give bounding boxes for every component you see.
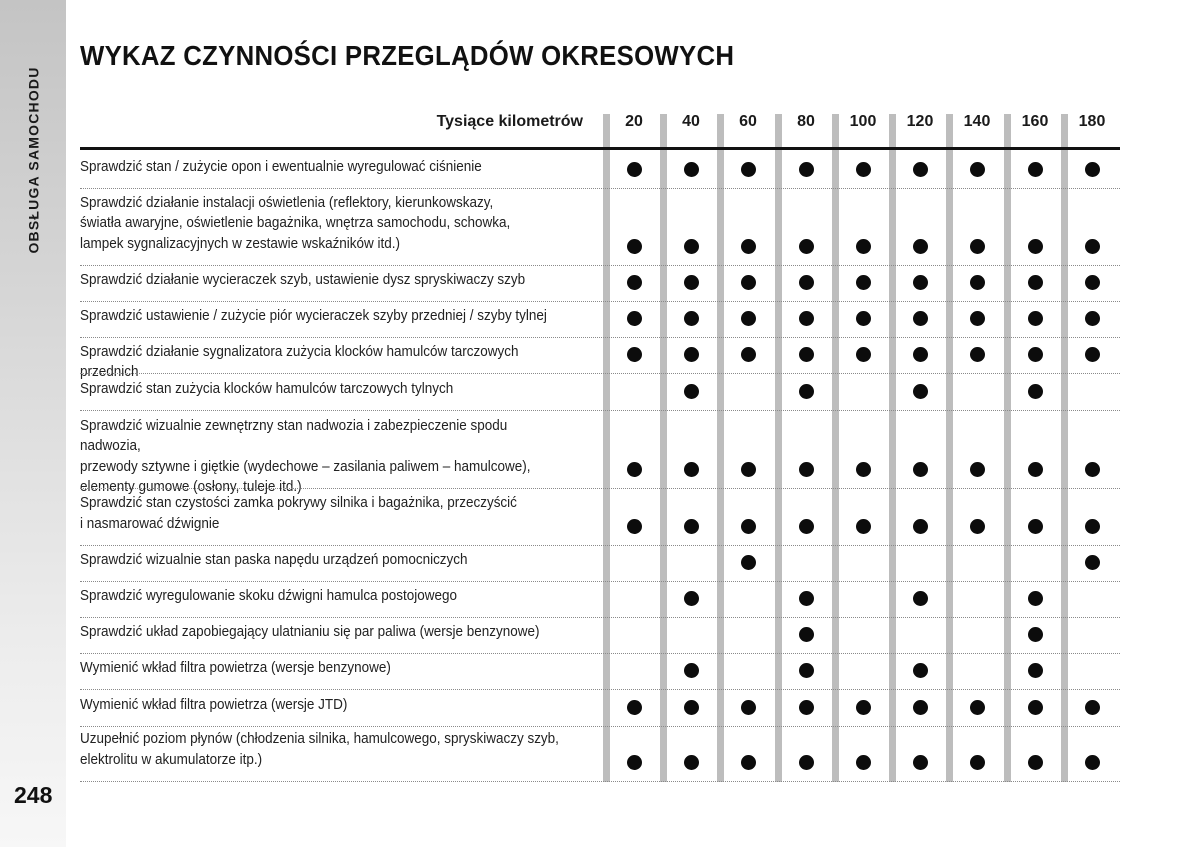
service-mark-dot [799, 663, 814, 678]
service-mark-dot [1028, 275, 1043, 290]
service-mark-dot [799, 627, 814, 642]
service-mark-dot [627, 275, 642, 290]
row-separator [80, 488, 1120, 489]
service-mark-dot [684, 384, 699, 399]
service-mark-dot [1028, 627, 1043, 642]
service-mark-dot [627, 239, 642, 254]
service-mark-dot [1028, 519, 1043, 534]
service-mark-dot [684, 239, 699, 254]
column-stripe [775, 114, 782, 782]
page-number: 248 [14, 782, 53, 808]
service-mark-dot [970, 462, 985, 477]
service-mark-dot [627, 519, 642, 534]
header-rule [80, 147, 1120, 150]
table-row-description: Uzupełnić poziom płynów (chłodzenia silnika, hamulcowego, spryskiwaczy szyb, elektrolitu w akumulatorze itp.) [80, 731, 559, 768]
service-mark-dot [799, 462, 814, 477]
service-mark-dot [741, 519, 756, 534]
service-mark-dot [970, 519, 985, 534]
service-mark-dot [1028, 700, 1043, 715]
table-row-description: Sprawdzić wizualnie zewnętrzny stan nadwozia i zabezpieczenie spodu nadwozia, przewody sztywne i giętkie (wydechowe – zasilania paliwem – hamulcowe), elementy gumowe (osłony, tuleje itd.) [80, 417, 531, 495]
table-row-description: Sprawdzić stan zużycia klocków hamulców tarczowych tylnych [80, 380, 454, 397]
service-mark-dot [627, 311, 642, 326]
table-row-description: Wymienić wkład filtra powietrza (wersje benzynowe) [80, 659, 391, 676]
row-separator [80, 301, 1120, 302]
service-mark-dot [684, 462, 699, 477]
service-mark-dot [1028, 239, 1043, 254]
service-mark-dot [741, 162, 756, 177]
km-column-header: 60 [739, 113, 757, 130]
service-mark-dot [741, 311, 756, 326]
service-mark-dot [856, 700, 871, 715]
row-separator [80, 617, 1120, 618]
service-mark-dot [1085, 347, 1100, 362]
service-mark-dot [799, 700, 814, 715]
service-mark-dot [856, 162, 871, 177]
km-column-header: 20 [625, 113, 643, 130]
service-mark-dot [684, 311, 699, 326]
column-stripe [1004, 114, 1011, 782]
table-row-description: Sprawdzić wyregulowanie skoku dźwigni hamulca postojowego [80, 587, 458, 604]
service-mark-dot [684, 347, 699, 362]
km-column-header: 160 [1021, 113, 1049, 130]
service-mark-dot [684, 700, 699, 715]
service-mark-dot [627, 162, 642, 177]
service-mark-dot [799, 162, 814, 177]
service-mark-dot [627, 347, 642, 362]
km-column-header: 80 [797, 113, 815, 130]
service-mark-dot [741, 700, 756, 715]
table-bottom-rule [80, 781, 1120, 782]
service-mark-dot [856, 347, 871, 362]
service-mark-dot [913, 755, 928, 770]
service-mark-dot [1085, 519, 1100, 534]
column-stripe [717, 114, 724, 782]
service-mark-dot [1028, 591, 1043, 606]
table-row-description: Sprawdzić układ zapobiegający ulatnianiu się par paliwa (wersje benzynowe) [80, 623, 540, 640]
service-mark-dot [799, 591, 814, 606]
service-mark-dot [1028, 663, 1043, 678]
service-mark-dot [684, 275, 699, 290]
table-row-description: Sprawdzić wizualnie stan paska napędu urządzeń pomocniczych [80, 551, 468, 568]
service-mark-dot [741, 347, 756, 362]
row-separator [80, 545, 1120, 546]
service-mark-dot [856, 275, 871, 290]
column-stripe [603, 114, 610, 782]
service-mark-dot [970, 239, 985, 254]
column-stripe [832, 114, 839, 782]
service-mark-dot [684, 663, 699, 678]
service-mark-dot [913, 591, 928, 606]
service-mark-dot [684, 591, 699, 606]
service-mark-dot [913, 663, 928, 678]
service-mark-dot [684, 755, 699, 770]
service-mark-dot [627, 755, 642, 770]
service-mark-dot [1085, 162, 1100, 177]
service-mark-dot [970, 275, 985, 290]
table-row-description: Wymienić wkład filtra powietrza (wersje JTD) [80, 696, 348, 713]
service-mark-dot [913, 384, 928, 399]
service-mark-dot [970, 162, 985, 177]
row-separator [80, 726, 1120, 727]
service-mark-dot [1085, 555, 1100, 570]
service-mark-dot [970, 347, 985, 362]
column-stripe [1061, 114, 1068, 782]
km-column-header: 180 [1078, 113, 1106, 130]
km-column-header: 100 [849, 113, 877, 130]
service-mark-dot [856, 755, 871, 770]
service-mark-dot [970, 311, 985, 326]
table-row-description: Sprawdzić działanie instalacji oświetlenia (reflektory, kierunkowskazy, światła awaryjne, oświetlenie bagażnika, wnętrza samochodu, schowka, lampek sygnalizacyjnych w zestawie wskaźników itd.) [80, 194, 511, 252]
service-mark-dot [913, 700, 928, 715]
service-mark-dot [913, 311, 928, 326]
service-mark-dot [799, 275, 814, 290]
service-mark-dot [799, 755, 814, 770]
column-stripe [889, 114, 896, 782]
service-mark-dot [627, 462, 642, 477]
row-separator [80, 689, 1120, 690]
service-mark-dot [856, 239, 871, 254]
table-row-description: Sprawdzić stan / zużycie opon i ewentualnie wyregulować ciśnienie [80, 158, 482, 175]
service-mark-dot [913, 347, 928, 362]
service-mark-dot [856, 462, 871, 477]
service-mark-dot [913, 519, 928, 534]
service-mark-dot [1028, 384, 1043, 399]
table-row-description: Sprawdzić ustawienie / zużycie piór wycieraczek szyby przedniej / szyby tylnej [80, 307, 547, 324]
service-mark-dot [1028, 462, 1043, 477]
service-mark-dot [856, 311, 871, 326]
table-row-description: Sprawdzić działanie wycieraczek szyb, ustawienie dysz spryskiwaczy szyb [80, 271, 526, 288]
service-mark-dot [1085, 755, 1100, 770]
service-mark-dot [799, 239, 814, 254]
page-title: WYKAZ CZYNNOŚCI PRZEGLĄDÓW OKRESOWYCH [80, 40, 735, 71]
service-mark-dot [1085, 311, 1100, 326]
section-side-label-text: OBSŁUGA SAMOCHODU [26, 66, 43, 254]
service-mark-dot [741, 462, 756, 477]
service-mark-dot [799, 347, 814, 362]
service-mark-dot [913, 275, 928, 290]
service-mark-dot [799, 311, 814, 326]
row-separator [80, 265, 1120, 266]
row-separator [80, 373, 1120, 374]
row-separator [80, 410, 1120, 411]
service-mark-dot [741, 755, 756, 770]
service-mark-dot [1085, 462, 1100, 477]
service-mark-dot [913, 462, 928, 477]
service-mark-dot [1085, 239, 1100, 254]
service-mark-dot [741, 555, 756, 570]
service-mark-dot [970, 700, 985, 715]
row-separator [80, 188, 1120, 189]
row-separator [80, 653, 1120, 654]
service-mark-dot [1085, 275, 1100, 290]
service-mark-dot [684, 519, 699, 534]
service-mark-dot [913, 162, 928, 177]
km-column-header: 40 [682, 113, 700, 130]
column-stripe [660, 114, 667, 782]
row-separator [80, 337, 1120, 338]
service-mark-dot [741, 239, 756, 254]
service-mark-dot [1085, 700, 1100, 715]
service-mark-dot [1028, 755, 1043, 770]
row-separator [80, 581, 1120, 582]
service-mark-dot [799, 519, 814, 534]
service-mark-dot [970, 755, 985, 770]
service-mark-dot [741, 275, 756, 290]
table-row-description: Sprawdzić działanie sygnalizatora zużycia klocków hamulców tarczowych przednich [80, 343, 519, 380]
service-mark-dot [684, 162, 699, 177]
km-column-header: 120 [906, 113, 934, 130]
service-mark-dot [627, 700, 642, 715]
service-mark-dot [799, 384, 814, 399]
km-header-label: Tysiące kilometrów [436, 113, 583, 130]
column-stripe [946, 114, 953, 782]
service-mark-dot [913, 239, 928, 254]
service-mark-dot [856, 519, 871, 534]
km-column-header: 140 [963, 113, 991, 130]
service-mark-dot [1028, 311, 1043, 326]
service-mark-dot [1028, 347, 1043, 362]
service-mark-dot [1028, 162, 1043, 177]
table-row-description: Sprawdzić stan czystości zamka pokrywy silnika i bagażnika, przeczyścić i nasmarować dźwignie [80, 495, 517, 532]
